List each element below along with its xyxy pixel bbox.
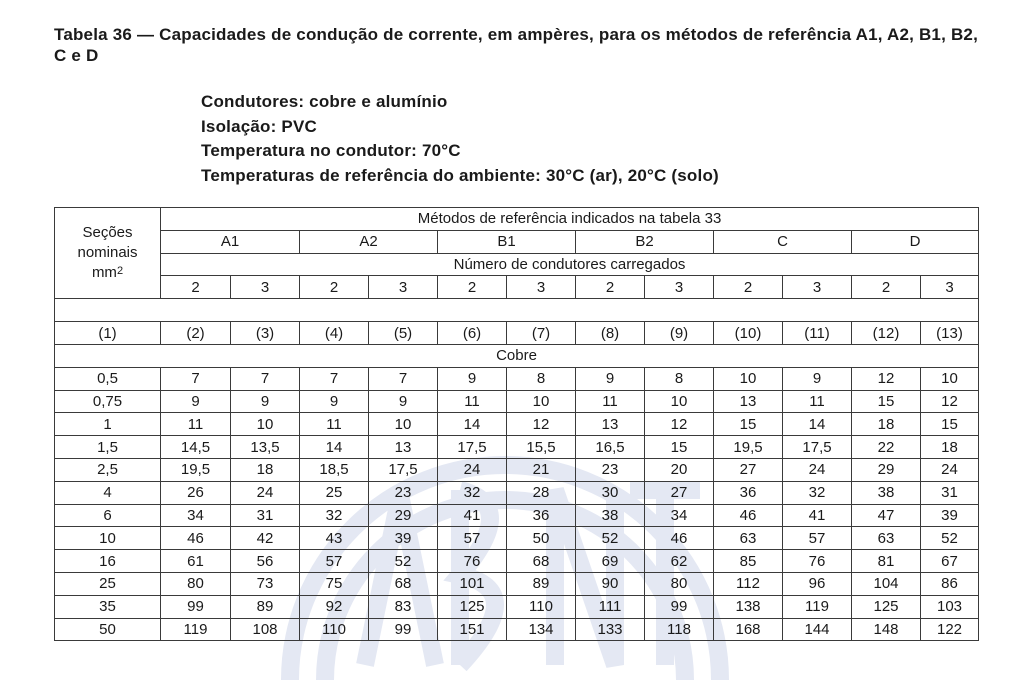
column-number-cell: (8) xyxy=(576,322,645,345)
ampacity-value-cell: 92 xyxy=(300,595,369,618)
ampacity-value-cell: 8 xyxy=(507,367,576,390)
ampacity-value-cell: 89 xyxy=(231,595,300,618)
ampacity-value-cell: 24 xyxy=(231,481,300,504)
ampacity-value-cell: 15,5 xyxy=(507,436,576,459)
loaded-count-cell: 3 xyxy=(921,276,979,299)
ampacity-value-cell: 9 xyxy=(369,390,438,413)
section-size-cell: 1,5 xyxy=(55,436,161,459)
ampacity-value-cell: 27 xyxy=(714,458,783,481)
ampacity-value-cell: 39 xyxy=(369,527,438,550)
method-b1-header: B1 xyxy=(438,230,576,253)
table-row xyxy=(55,458,979,481)
ampacity-value-cell: 21 xyxy=(507,458,576,481)
ampacity-value-cell: 52 xyxy=(921,527,979,550)
ampacity-value-cell: 10 xyxy=(231,413,300,436)
ampacity-value-cell: 7 xyxy=(161,367,231,390)
ampacity-value-cell: 52 xyxy=(576,527,645,550)
ampacity-value-cell: 9 xyxy=(783,367,852,390)
ampacity-value-cell: 73 xyxy=(231,572,300,595)
ampacity-value-cell: 86 xyxy=(921,572,979,595)
ampacity-value-cell: 47 xyxy=(852,504,921,527)
method-a2-header: A2 xyxy=(300,230,438,253)
ampacity-value-cell: 23 xyxy=(576,458,645,481)
loaded-count-cell: 3 xyxy=(783,276,852,299)
ampacity-value-cell: 68 xyxy=(507,550,576,573)
section-size-cell: 6 xyxy=(55,504,161,527)
column-number-cell: (7) xyxy=(507,322,576,345)
ampacity-value-cell: 17,5 xyxy=(438,436,507,459)
ampacity-value-cell: 34 xyxy=(161,504,231,527)
ampacity-value-cell: 148 xyxy=(852,618,921,641)
ampacity-value-cell: 29 xyxy=(852,458,921,481)
ampacity-value-cell: 19,5 xyxy=(161,458,231,481)
column-number-cell: (5) xyxy=(369,322,438,345)
column-number-cell: (10) xyxy=(714,322,783,345)
loaded-count-cell: 2 xyxy=(438,276,507,299)
ampacity-value-cell: 13 xyxy=(576,413,645,436)
ampacity-value-cell: 23 xyxy=(369,481,438,504)
ampacity-value-cell: 32 xyxy=(783,481,852,504)
ampacity-value-cell: 10 xyxy=(714,367,783,390)
ampacity-value-cell: 24 xyxy=(921,458,979,481)
ampacity-value-cell: 57 xyxy=(438,527,507,550)
loaded-count-cell: 2 xyxy=(852,276,921,299)
header-row-conductor-counts xyxy=(55,276,979,299)
ampacity-value-cell: 76 xyxy=(783,550,852,573)
ampacity-value-cell: 89 xyxy=(507,572,576,595)
method-b2-header: B2 xyxy=(576,230,714,253)
unit-label: $mm^2$ xyxy=(91,264,124,282)
ampacity-value-cell: 11 xyxy=(161,413,231,436)
section-size-cell: 50 xyxy=(55,618,161,641)
ampacity-value-cell: 20 xyxy=(645,458,714,481)
ampacity-value-cell: 12 xyxy=(921,390,979,413)
ampacity-value-cell: 43 xyxy=(300,527,369,550)
ampacity-value-cell: 61 xyxy=(161,550,231,573)
ampacity-value-cell: 24 xyxy=(438,458,507,481)
condition-conductors: Condutores: cobre e alumínio xyxy=(201,92,448,111)
sections-label: Seções xyxy=(82,224,133,242)
ampacity-value-cell: 19,5 xyxy=(714,436,783,459)
loaded-count-cell: 3 xyxy=(231,276,300,299)
section-size-cell: 4 xyxy=(55,481,161,504)
loaded-count-cell: 2 xyxy=(576,276,645,299)
ampacity-value-cell: 68 xyxy=(369,572,438,595)
methods-header-cell: Métodos de referência indicados na tabela 33 xyxy=(161,208,979,231)
ampacity-value-cell: 62 xyxy=(645,550,714,573)
ampacity-value-cell: 22 xyxy=(852,436,921,459)
column-number-cell: (4) xyxy=(300,322,369,345)
loaded-count-cell: 2 xyxy=(714,276,783,299)
ampacity-value-cell: 57 xyxy=(783,527,852,550)
table-row xyxy=(55,436,979,459)
ampacity-value-cell: 38 xyxy=(852,481,921,504)
ampacity-value-cell: 67 xyxy=(921,550,979,573)
column-number-cell: (3) xyxy=(231,322,300,345)
ampacity-value-cell: 11 xyxy=(576,390,645,413)
ampacity-value-cell: 15 xyxy=(852,390,921,413)
ampacity-value-cell: 125 xyxy=(438,595,507,618)
ampacity-value-cell: 15 xyxy=(645,436,714,459)
ampacity-value-cell: 119 xyxy=(783,595,852,618)
ampacity-value-cell: 118 xyxy=(645,618,714,641)
ampacity-value-cell: 133 xyxy=(576,618,645,641)
ampacity-value-cell: 144 xyxy=(783,618,852,641)
ampacity-value-cell: 16,5 xyxy=(576,436,645,459)
ampacity-value-cell: 39 xyxy=(921,504,979,527)
ampacity-value-cell: 63 xyxy=(852,527,921,550)
section-size-cell: 25 xyxy=(55,572,161,595)
ampacity-value-cell: 46 xyxy=(714,504,783,527)
condition-ambient-temperature: Temperaturas de referência do ambiente: 30°C (ar), 20°C (solo) xyxy=(201,165,719,185)
ampacity-value-cell: 42 xyxy=(231,527,300,550)
conditions-block xyxy=(201,90,719,188)
ampacity-value-cell: 13 xyxy=(369,436,438,459)
material-label-cell: Cobre xyxy=(55,344,979,367)
spacer-cell xyxy=(55,299,979,322)
section-size-cell: 0,75 xyxy=(55,390,161,413)
ampacity-value-cell: 9 xyxy=(231,390,300,413)
ampacity-value-cell: 13,5 xyxy=(231,436,300,459)
ampacity-value-cell: 11 xyxy=(300,413,369,436)
section-size-cell: 35 xyxy=(55,595,161,618)
ampacity-value-cell: 18 xyxy=(852,413,921,436)
ampacity-value-cell: 110 xyxy=(507,595,576,618)
ampacity-value-cell: 9 xyxy=(438,367,507,390)
ampacity-value-cell: 32 xyxy=(438,481,507,504)
ampacity-value-cell: 14 xyxy=(438,413,507,436)
ampacity-value-cell: 9 xyxy=(576,367,645,390)
ampacity-value-cell: 10 xyxy=(921,367,979,390)
ampacity-value-cell: 12 xyxy=(507,413,576,436)
table-row xyxy=(55,572,979,595)
loaded-count-cell: 2 xyxy=(161,276,231,299)
loaded-count-cell: 2 xyxy=(300,276,369,299)
ampacity-value-cell: 90 xyxy=(576,572,645,595)
ampacity-value-cell: 25 xyxy=(300,481,369,504)
ampacity-value-cell: 151 xyxy=(438,618,507,641)
ampacity-value-cell: 108 xyxy=(231,618,300,641)
table-row xyxy=(55,413,979,436)
ampacity-value-cell: 29 xyxy=(369,504,438,527)
section-size-cell: 1 xyxy=(55,413,161,436)
table-row xyxy=(55,367,979,390)
ampacity-value-cell: 134 xyxy=(507,618,576,641)
condition-insulation: Isolação: PVC xyxy=(201,116,317,136)
ampacity-value-cell: 32 xyxy=(300,504,369,527)
ampacity-value-cell: 110 xyxy=(300,618,369,641)
column-number-cell: (9) xyxy=(645,322,714,345)
loaded-count-cell: 3 xyxy=(369,276,438,299)
ampacity-value-cell: 14,5 xyxy=(161,436,231,459)
ampacity-value-cell: 18 xyxy=(231,458,300,481)
ampacity-value-cell: 10 xyxy=(645,390,714,413)
section-size-cell: 10 xyxy=(55,527,161,550)
ampacity-value-cell: 138 xyxy=(714,595,783,618)
ampacity-value-cell: 28 xyxy=(507,481,576,504)
ampacity-value-cell: 30 xyxy=(576,481,645,504)
column-number-cell: (11) xyxy=(783,322,852,345)
ampacity-value-cell: 10 xyxy=(507,390,576,413)
loaded-count-cell: 3 xyxy=(507,276,576,299)
ampacity-value-cell: 15 xyxy=(714,413,783,436)
section-size-cell: 0,5 xyxy=(55,367,161,390)
ampacity-value-cell: 85 xyxy=(714,550,783,573)
sections-header-cell xyxy=(55,208,161,299)
ampacity-table xyxy=(54,207,979,641)
ampacity-value-cell: 99 xyxy=(161,595,231,618)
ampacity-value-cell: 11 xyxy=(438,390,507,413)
material-row xyxy=(55,344,979,367)
ampacity-value-cell: 103 xyxy=(921,595,979,618)
ampacity-value-cell: 12 xyxy=(645,413,714,436)
table-row xyxy=(55,527,979,550)
ampacity-value-cell: 69 xyxy=(576,550,645,573)
ampacity-value-cell: 17,5 xyxy=(369,458,438,481)
condition-conductor-temperature: Temperatura no condutor: 70°C xyxy=(201,141,461,160)
table-title: Tabela 36 — Capacidades de condução de corrente, em ampères, para os métodos de referência A1, A2, B1, B2, C e D xyxy=(54,25,978,65)
ampacity-value-cell: 83 xyxy=(369,595,438,618)
ampacity-value-cell: 52 xyxy=(369,550,438,573)
ampacity-value-cell: 8 xyxy=(645,367,714,390)
column-number-cell: (1) xyxy=(55,322,161,345)
ampacity-value-cell: 38 xyxy=(576,504,645,527)
spacer-row xyxy=(55,299,979,322)
ampacity-value-cell: 80 xyxy=(645,572,714,595)
ampacity-value-cell: 111 xyxy=(576,595,645,618)
table-row xyxy=(55,504,979,527)
ampacity-value-cell: 31 xyxy=(231,504,300,527)
column-number-cell: (6) xyxy=(438,322,507,345)
ampacity-value-cell: 57 xyxy=(300,550,369,573)
ampacity-value-cell: 119 xyxy=(161,618,231,641)
ampacity-value-cell: 7 xyxy=(231,367,300,390)
ampacity-value-cell: 15 xyxy=(921,413,979,436)
column-number-cell: (2) xyxy=(161,322,231,345)
nominal-label: nominais xyxy=(77,244,138,262)
ampacity-value-cell: 18,5 xyxy=(300,458,369,481)
ampacity-value-cell: 50 xyxy=(507,527,576,550)
ampacity-value-cell: 14 xyxy=(783,413,852,436)
ampacity-value-cell: 96 xyxy=(783,572,852,595)
column-number-cell: (13) xyxy=(921,322,979,345)
ampacity-value-cell: 104 xyxy=(852,572,921,595)
loaded-count-cell: 3 xyxy=(645,276,714,299)
ampacity-value-cell: 17,5 xyxy=(783,436,852,459)
ampacity-value-cell: 41 xyxy=(438,504,507,527)
ampacity-value-cell: 101 xyxy=(438,572,507,595)
ampacity-value-cell: 13 xyxy=(714,390,783,413)
ampacity-value-cell: 75 xyxy=(300,572,369,595)
ampacity-value-cell: 112 xyxy=(714,572,783,595)
table-row xyxy=(55,481,979,504)
loaded-conductors-header-cell: Número de condutores carregados xyxy=(161,253,979,276)
ampacity-value-cell: 14 xyxy=(300,436,369,459)
ampacity-value-cell: 81 xyxy=(852,550,921,573)
header-row-method-names xyxy=(55,230,979,253)
column-numbers-row xyxy=(55,322,979,345)
ampacity-value-cell: 34 xyxy=(645,504,714,527)
ampacity-value-cell: 56 xyxy=(231,550,300,573)
method-a1-header: A1 xyxy=(161,230,300,253)
table-row xyxy=(55,390,979,413)
ampacity-value-cell: 63 xyxy=(714,527,783,550)
method-c-header: C xyxy=(714,230,852,253)
ampacity-value-cell: 46 xyxy=(161,527,231,550)
header-row-loaded xyxy=(55,253,979,276)
method-d-header: D xyxy=(852,230,979,253)
ampacity-value-cell: 41 xyxy=(783,504,852,527)
ampacity-value-cell: 36 xyxy=(507,504,576,527)
ampacity-value-cell: 122 xyxy=(921,618,979,641)
ampacity-value-cell: 18 xyxy=(921,436,979,459)
ampacity-value-cell: 36 xyxy=(714,481,783,504)
ampacity-value-cell: 7 xyxy=(300,367,369,390)
ampacity-value-cell: 10 xyxy=(369,413,438,436)
ampacity-value-cell: 80 xyxy=(161,572,231,595)
table-row xyxy=(55,550,979,573)
section-size-cell: 2,5 xyxy=(55,458,161,481)
column-number-cell: (12) xyxy=(852,322,921,345)
table-row xyxy=(55,618,979,641)
header-row-methods xyxy=(55,208,979,231)
ampacity-value-cell: 12 xyxy=(852,367,921,390)
ampacity-value-cell: 27 xyxy=(645,481,714,504)
ampacity-value-cell: 9 xyxy=(161,390,231,413)
ampacity-value-cell: 99 xyxy=(369,618,438,641)
ampacity-value-cell: 31 xyxy=(921,481,979,504)
ampacity-value-cell: 76 xyxy=(438,550,507,573)
ampacity-value-cell: 26 xyxy=(161,481,231,504)
ampacity-value-cell: 7 xyxy=(369,367,438,390)
ampacity-value-cell: 24 xyxy=(783,458,852,481)
ampacity-value-cell: 11 xyxy=(783,390,852,413)
ampacity-value-cell: 99 xyxy=(645,595,714,618)
table-row xyxy=(55,595,979,618)
ampacity-value-cell: 125 xyxy=(852,595,921,618)
ampacity-value-cell: 168 xyxy=(714,618,783,641)
ampacity-value-cell: 46 xyxy=(645,527,714,550)
section-size-cell: 16 xyxy=(55,550,161,573)
ampacity-value-cell: 9 xyxy=(300,390,369,413)
